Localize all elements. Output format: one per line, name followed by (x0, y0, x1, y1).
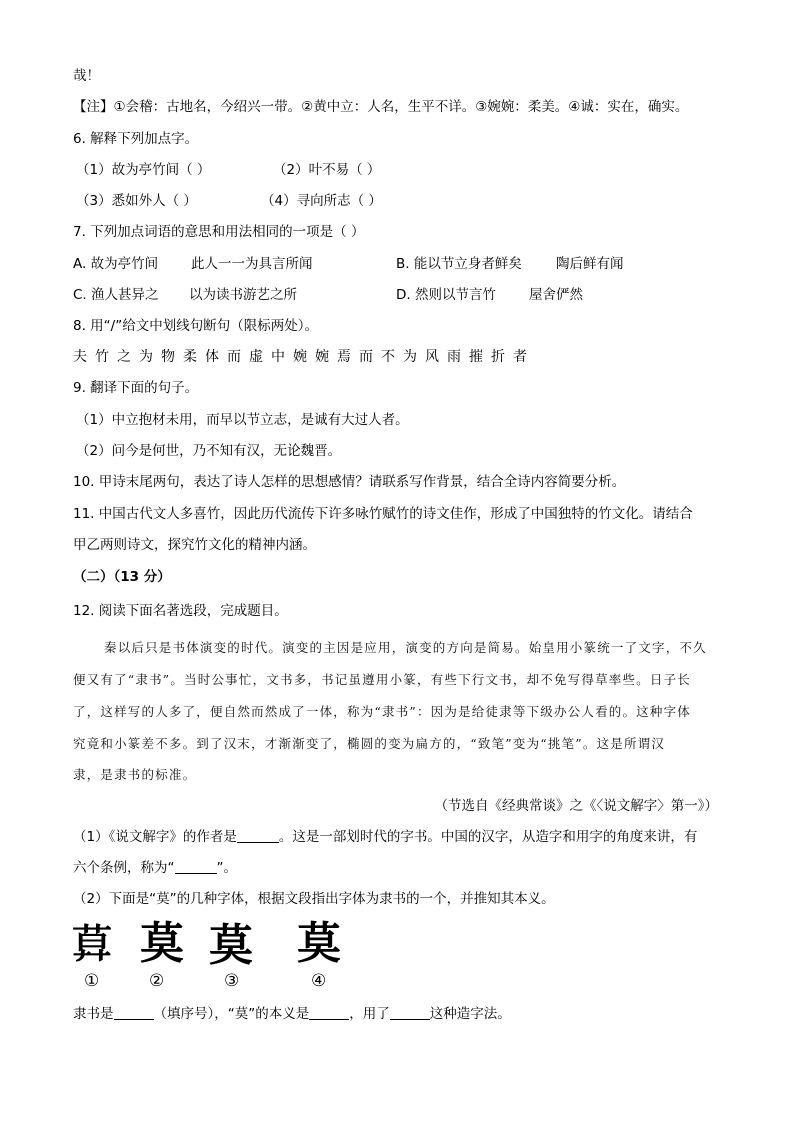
glyph-2-small-seal: 莫 (140, 918, 184, 969)
q12-sub-1-text-d: ”。 (216, 860, 237, 876)
q6-item-4: （4）寻向所志（ ） (261, 193, 382, 209)
excerpt-line-4: 究竟和小篆差不多。到了汉末，才渐渐变了，椭圆的变为扁方的，“致笔”变为“挑笔”。这是所谓汉 (73, 736, 666, 751)
q9-item-2: （2）问今是何世，乃不知有汉，无论魏晋。 (76, 443, 342, 459)
answer-blank[interactable] (309, 1005, 349, 1020)
section-2-heading: （二）（13 分） (73, 569, 171, 585)
q7-option-c-1: C. 渔人甚异之 (73, 287, 159, 303)
answer-text-b: （填序号），“莫”的本义是 (153, 1006, 310, 1022)
glyph-4-regular: 莫 (297, 918, 341, 969)
question-12: 12. 阅读下面名著选段，完成题目。 (73, 603, 288, 619)
glyph-1-seal: 𦱤 (72, 921, 112, 968)
excerpt-line-5: 隶，是隶书的标准。 (73, 767, 197, 782)
excerpt-line-3: 了，这样写的人多了，便自然而然成了一体，称为“隶书”：因为是给徒隶等下级办公人看的。这种字体 (73, 704, 691, 719)
q9-item-1: （1）中立抱材未用，而早以节立志，是诚有大过人者。 (76, 412, 409, 428)
q12-sub-1-text-a: （1）《说文解字》的作者是 (73, 829, 237, 845)
q12-sub-1-line-1 (73, 827, 697, 847)
question-11-line-1: 11. 中国古代文人多喜竹，因此历代流传下许多咏竹赋竹的诗文佳作，形成了中国独特的竹文化。请结合 (73, 506, 693, 522)
q7-option-a-1: A. 故为亭竹间 (73, 256, 159, 272)
q12-sub-1-text-c: 六个条例，称为“ (73, 860, 175, 876)
answer-text-c: ，用了 (349, 1006, 390, 1022)
answer-blank[interactable] (175, 859, 217, 874)
question-8: 8. 用“/”给文中划线句断句（限标两处）。 (73, 318, 318, 334)
q7-option-d-2: 屋舍俨然 (529, 287, 583, 303)
answer-text-d: 这种造字法。 (429, 1006, 511, 1022)
excerpt-line-1: 秦以后只是书体演变的时代。演变的主因是应用，演变的方向是简易。始皇用小篆统一了文字，不久 (104, 640, 707, 655)
q12-sub-2: （2）下面是“莫”的几种字体，根据文段指出字体为隶书的一个，并推知其本义。 (73, 891, 555, 907)
answer-text-a: 隶书是 (73, 1006, 114, 1022)
answer-blank[interactable] (390, 1005, 430, 1020)
q12-sub-1-line-2 (73, 858, 237, 878)
glyph-number-2: ② (149, 971, 165, 991)
question-10: 10. 甲诗末尾两句，表达了诗人怎样的思想感情？请联系写作背景，结合全诗内容简要分析。 (73, 474, 626, 490)
text-line-end-of-poem: 哉！ (73, 68, 100, 84)
q7-option-b-1: B. 能以节立身者鲜矣 (396, 256, 522, 272)
q6-item-1: （1）故为亭竹间（ ） (76, 162, 211, 178)
question-6: 6. 解释下列加点字。 (73, 131, 199, 147)
question-11-line-2: 甲乙两则诗文，探究竹文化的精神内涵。 (73, 537, 316, 553)
q6-item-3: （3）悉如外人（ ） (76, 193, 197, 209)
glyph-number-3: ③ (224, 971, 240, 991)
excerpt-source: （节选自《经典常谈》之《〈说文解字〉第一》） (434, 798, 718, 814)
annotation-note: 【注】①会稽：古地名，今绍兴一带。②黄中立：人名，生平不详。③婉婉：柔美。④诚：实在，确实。 (73, 99, 689, 115)
answer-blank[interactable] (237, 828, 279, 843)
q7-option-a-2: 此人一一为具言所闻 (191, 256, 313, 272)
q7-option-d-1: D. 然则以节言竹 (396, 287, 496, 303)
question-7: 7. 下列加点词语的意思和用法相同的一项是（ ） (73, 224, 365, 240)
answer-blank[interactable] (114, 1005, 154, 1020)
q7-option-c-2: 以为读书游艺之所 (189, 287, 297, 303)
glyph-number-4: ④ (311, 971, 327, 991)
glyph-number-1: ① (84, 971, 100, 991)
question-9: 9. 翻译下面的句子。 (73, 380, 199, 396)
q8-sentence: 夫竹之为物柔体而虚中婉婉焉而不为风雨摧折者 (73, 349, 535, 365)
glyph-3-clerical: 莫 (209, 920, 253, 971)
q12-sub-2-answer-line (73, 1004, 511, 1024)
q6-item-2: （2）叶不易（ ） (273, 162, 381, 178)
excerpt-line-2: 便又有了“隶书”。当时公事忙，文书多，书记虽遵用小篆，有些下行文书，却不免写得草率些。日子长 (73, 672, 691, 687)
q7-option-b-2: 陶后鲜有闻 (556, 256, 624, 272)
q12-sub-1-text-b: 。这是一部划时代的字书。中国的汉字，从造字和用字的角度来讲，有 (278, 829, 698, 845)
